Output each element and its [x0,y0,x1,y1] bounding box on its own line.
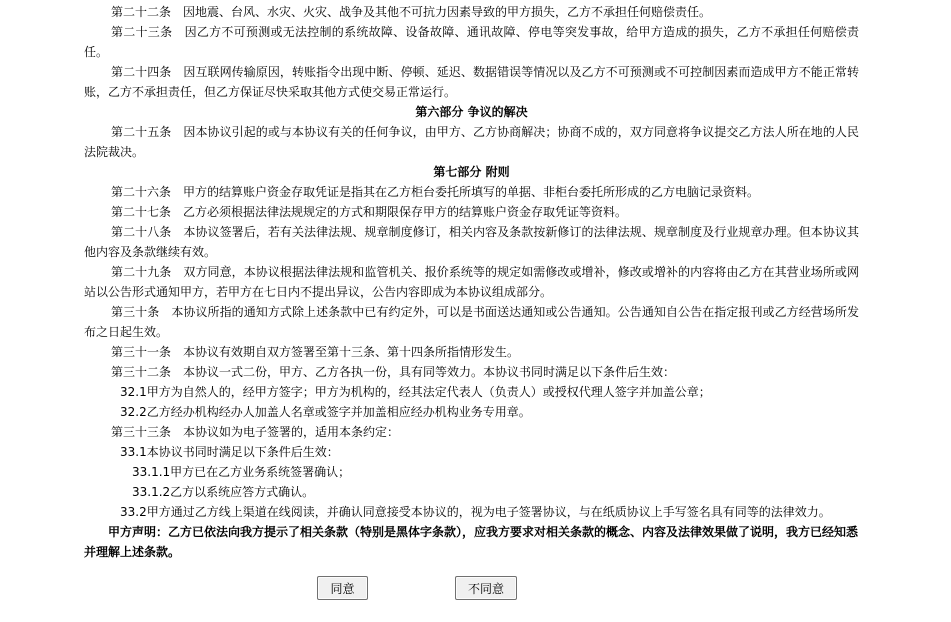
article-28: 第二十八条 本协议签署后，若有关法律法规、规章制度修订，相关内容及条款按新修订的法律法规、规章制度及行业规章办理。但本协议其他内容及条款继续有效。 [84,225,859,259]
article-31: 第三十一条 本协议有效期自双方签署至第十三条、第十四条所指情形发生。 [111,345,520,359]
clause-32-1: 32.1甲方为自然人的，经甲方签字；甲方为机构的，经其法定代表人（负责人）或授权代理人签字并加盖公章； [120,385,711,399]
clause-33-1: 33.1本协议书同时满足以下条件后生效： [120,445,339,459]
article-29: 第二十九条 双方同意，本协议根据法律法规和监管机关、报价系统等的规定如需修改或增补，修改或增补的内容将由乙方在其营业场所或网站以公告形式通知甲方，若甲方在七日内不提出异议，公告内容即成为本协议组成部分。 [84,265,859,299]
clause-33-1-1: 33.1.1甲方已在乙方业务系统签署确认； [132,465,351,479]
disagree-button[interactable]: 不同意 [455,576,517,600]
article-25: 第二十五条 因本协议引起的或与本协议有关的任何争议，由甲方、乙方协商解决；协商不成的，双方同意将争议提交乙方法人所在地的人民法院裁决。 [84,125,859,159]
button-bar [0,576,951,602]
clause-32-2: 32.2乙方经办机构经办人加盖人名章或签字并加盖相应经办机构业务专用章。 [120,405,531,419]
clause-33-1-2: 33.1.2乙方以系统应答方式确认。 [132,485,315,499]
article-27: 第二十七条 乙方必须根据法律法规规定的方式和期限保存甲方的结算账户资金存取凭证等资料。 [111,205,628,219]
article-24: 第二十四条 因互联网传输原因，转账指令出现中断、停顿、延迟、数据错误等情况以及乙方不可预测或不可控制因素而造成甲方不能正常转账，乙方不承担责任，但乙方保证尽快采取其他方式使交易正常运行。 [84,65,859,99]
article-26: 第二十六条 甲方的结算账户资金存取凭证是指其在乙方柜台委托所填写的单据、非柜台委托所形成的乙方电脑记录资料。 [111,185,760,199]
clause-33-2: 33.2甲方通过乙方线上渠道在线阅读，并确认同意接受本协议的，视为电子签署协议，与在纸质协议上手写签名具有同等的法律效力。 [120,505,831,519]
part7-heading: 第七部分 附则 [433,165,510,179]
article-23: 第二十三条 因乙方不可预测或无法控制的系统故障、设备故障、通讯故障、停电等突发事故，给甲方造成的损失，乙方不承担任何赔偿责任。 [84,25,859,59]
agreement-text [84,2,859,562]
part6-heading: 第六部分 争议的解决 [415,105,528,119]
article-22: 第二十二条 因地震、台风、水灾、火灾、战争及其他不可抗力因素导致的甲方损失，乙方不承担任何赔偿责任。 [111,5,712,19]
party-a-statement: 甲方声明：乙方已依法向我方提示了相关条款（特别是黑体字条款），应我方要求对相关条款的概念、内容及法律效果做了说明，我方已经知悉并理解上述条款。 [84,525,859,559]
agree-button[interactable]: 同意 [317,576,368,600]
article-30: 第三十条 本协议所指的通知方式除上述条款中已有约定外，可以是书面送达通知或公告通知。公告通知自公告在指定报刊或乙方经营场所发布之日起生效。 [84,305,859,339]
article-33: 第三十三条 本协议如为电子签署的，适用本条约定： [111,425,400,439]
article-32: 第三十二条 本协议一式二份，甲方、乙方各执一份，具有同等效力。本协议书同时满足以下条件后生效： [111,365,676,379]
